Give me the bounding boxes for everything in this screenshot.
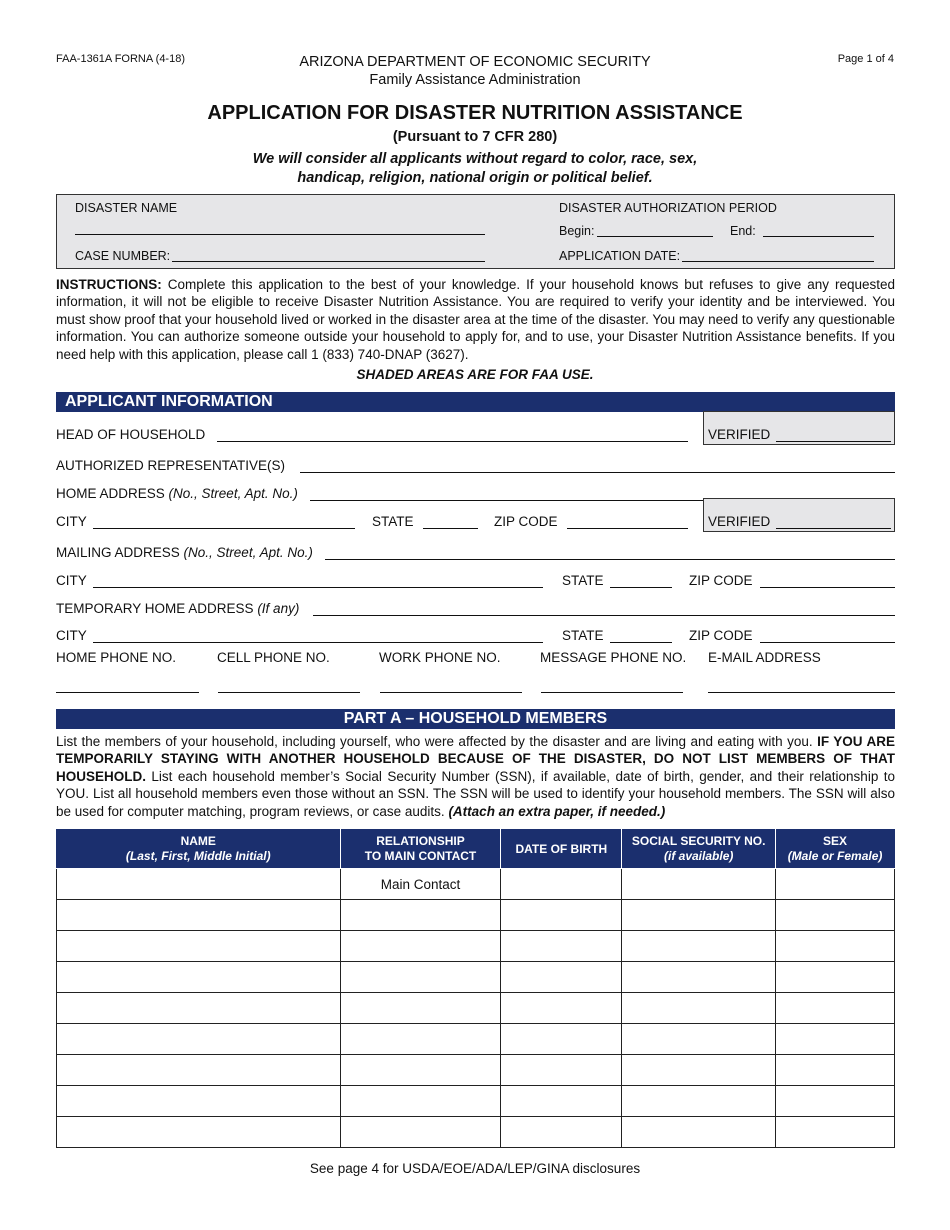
col-sex: SEX (Male or Female) <box>776 830 895 869</box>
nondiscrimination-line-2: handicap, religion, national origin or political belief. <box>297 170 653 186</box>
end-label: End: <box>730 224 756 238</box>
email-field[interactable] <box>708 692 895 693</box>
mailing-address-field[interactable] <box>325 559 895 560</box>
home-state-field[interactable] <box>423 528 478 529</box>
ssn-cell[interactable] <box>622 900 776 931</box>
household-members-table <box>56 829 895 1148</box>
table-row <box>57 962 895 993</box>
application-date-field[interactable] <box>682 261 874 262</box>
home-state-label: STATE <box>372 514 414 529</box>
division-name: Family Assistance Administration <box>369 72 581 88</box>
name-cell[interactable] <box>57 962 341 993</box>
table-row <box>57 1024 895 1055</box>
relationship-cell[interactable] <box>340 1024 501 1055</box>
name-cell[interactable] <box>57 900 341 931</box>
verified-field-2[interactable] <box>776 528 891 529</box>
work-phone-label: WORK PHONE NO. <box>379 650 501 665</box>
temp-state-label: STATE <box>562 628 604 643</box>
temp-state-field[interactable] <box>610 642 672 643</box>
name-cell[interactable] <box>57 993 341 1024</box>
home-zip-label: ZIP CODE <box>494 514 558 529</box>
form-code: FAA-1361A FORNA (4-18) <box>56 53 185 65</box>
mailing-zip-label: ZIP CODE <box>689 573 753 588</box>
table-row <box>57 931 895 962</box>
agency-name: ARIZONA DEPARTMENT OF ECONOMIC SECURITY <box>299 54 651 70</box>
work-phone-field[interactable] <box>380 692 522 693</box>
begin-date-field[interactable] <box>597 236 713 237</box>
message-phone-label: MESSAGE PHONE NO. <box>540 650 687 665</box>
sex-cell[interactable] <box>776 931 895 962</box>
cell-phone-field[interactable] <box>218 692 360 693</box>
sex-cell[interactable] <box>776 1086 895 1117</box>
home-phone-field[interactable] <box>56 692 199 693</box>
mailing-state-field[interactable] <box>610 587 672 588</box>
verified-field-1[interactable] <box>776 441 891 442</box>
table-row <box>57 1117 895 1148</box>
dob-cell[interactable] <box>501 993 622 1024</box>
head-of-household-field[interactable] <box>217 441 688 442</box>
relationship-cell[interactable] <box>340 900 501 931</box>
ssn-cell[interactable] <box>622 1024 776 1055</box>
dob-cell[interactable] <box>501 1055 622 1086</box>
verified-label-2: VERIFIED <box>708 514 771 529</box>
case-number-label: CASE NUMBER: <box>75 249 171 263</box>
name-cell[interactable] <box>57 869 341 900</box>
temp-address-field[interactable] <box>313 615 895 616</box>
sex-cell[interactable] <box>776 993 895 1024</box>
relationship-cell[interactable] <box>340 1055 501 1086</box>
pursuant-line: (Pursuant to 7 CFR 280) <box>392 129 558 145</box>
relationship-cell: Main Contact <box>340 869 501 900</box>
application-date-label: APPLICATION DATE: <box>559 249 681 263</box>
authorized-rep-field[interactable] <box>300 472 895 473</box>
home-phone-label: HOME PHONE NO. <box>56 650 177 665</box>
case-number-field[interactable] <box>172 261 485 262</box>
part-a-header: PART A – HOUSEHOLD MEMBERS <box>56 709 895 729</box>
table-row <box>57 869 895 900</box>
part-a-instructions: List the members of your household, including yourself, who were affected by the disaster and are living and eating with you. IF YOU ARE TEMPORARILY STAYING WITH ANOTHER HOUSEHOLD BECAUSE OF THE DISASTER, DO NOT LIST MEMBERS OF THAT HOUSEHOLD. List each household member’s Social Security Number (SSN), if available, date of birth, gender, and their relationship to YOU. List all household members even those without an SSN. The SSN will be used to identify your household members. The SSN will also be used for computer matching, program reviews, or case audits. (Attach an extra paper, if needed.) <box>56 734 896 819</box>
footer-disclosure: See page 4 for USDA/EOE/ADA/LEP/GINA disclosures <box>309 1161 641 1176</box>
sex-cell[interactable] <box>776 869 895 900</box>
dob-cell[interactable] <box>501 900 622 931</box>
relationship-cell[interactable] <box>340 1086 501 1117</box>
col-name: NAME (Last, First, Middle Initial) <box>57 830 341 869</box>
dob-cell[interactable] <box>501 962 622 993</box>
authorization-period-label: DISASTER AUTHORIZATION PERIOD <box>559 201 777 215</box>
instructions-text: Complete this application to the best of your knowledge. If your household knows but refuses to give any requested information, it will not be eligible to receive Disaster Nutrition Assistance. You are required to verify your identity and be interviewed. You must show proof that your household lived or worked in the disaster area at the time of the disaster. You may need to verify any questionable information. You can authorize someone outside your household to apply for, and to use, your Disaster Nutrition Assistance benefits. If you need help with this application, please call 1 (833) 740-DNAP (3627). <box>56 277 895 362</box>
verified-label-1: VERIFIED <box>708 427 771 442</box>
ssn-cell[interactable] <box>622 1117 776 1148</box>
table-header-row <box>57 830 895 869</box>
name-cell[interactable] <box>57 1055 341 1086</box>
col-ssn: SOCIAL SECURITY NO. (if available) <box>622 830 776 869</box>
ssn-cell[interactable] <box>622 869 776 900</box>
cell-phone-label: CELL PHONE NO. <box>217 650 330 665</box>
temp-zip-label: ZIP CODE <box>689 628 753 643</box>
ssn-cell[interactable] <box>622 962 776 993</box>
sex-cell[interactable] <box>776 1024 895 1055</box>
mailing-city-label: CITY <box>56 573 87 588</box>
authorized-rep-label: AUTHORIZED REPRESENTATIVE(S) <box>56 458 286 473</box>
name-cell[interactable] <box>57 1024 341 1055</box>
head-of-household-label: HEAD OF HOUSEHOLD <box>56 427 206 442</box>
relationship-cell[interactable] <box>340 962 501 993</box>
sex-cell[interactable] <box>776 1055 895 1086</box>
sex-cell[interactable] <box>776 900 895 931</box>
end-date-field[interactable] <box>763 236 874 237</box>
home-city-label: CITY <box>56 514 87 529</box>
temp-city-field[interactable] <box>93 642 543 643</box>
message-phone-field[interactable] <box>541 692 683 693</box>
table-row <box>57 1086 895 1117</box>
col-relationship: RELATIONSHIP TO MAIN CONTACT <box>340 830 501 869</box>
shaded-areas-note: SHADED AREAS ARE FOR FAA USE. <box>356 367 594 382</box>
relationship-cell[interactable] <box>340 1117 501 1148</box>
mailing-state-label: STATE <box>562 573 604 588</box>
ssn-cell[interactable] <box>622 1055 776 1086</box>
disaster-name-label: DISASTER NAME <box>75 201 178 215</box>
mailing-city-field[interactable] <box>93 587 543 588</box>
ssn-cell[interactable] <box>622 993 776 1024</box>
begin-label: Begin: <box>559 224 595 238</box>
dob-cell[interactable] <box>501 869 622 900</box>
instructions-paragraph <box>56 276 895 363</box>
nondiscrimination-line-1: We will consider all applicants without regard to color, race, sex, <box>252 151 698 167</box>
disaster-name-field[interactable] <box>75 234 485 235</box>
mailing-address-label: MAILING ADDRESS (No., Street, Apt. No.) <box>56 545 313 560</box>
instructions-label: INSTRUCTIONS: <box>56 277 162 292</box>
dob-cell[interactable] <box>501 931 622 962</box>
page-title: APPLICATION FOR DISASTER NUTRITION ASSISTANCE <box>207 102 743 124</box>
page-number: Page 1 of 4 <box>837 53 894 65</box>
table-row <box>57 900 895 931</box>
home-city-field[interactable] <box>93 528 355 529</box>
ssn-cell[interactable] <box>622 931 776 962</box>
relationship-cell[interactable] <box>340 993 501 1024</box>
ssn-cell[interactable] <box>622 1086 776 1117</box>
col-date-of-birth: DATE OF BIRTH <box>501 830 622 869</box>
mailing-zip-field[interactable] <box>760 587 895 588</box>
sex-cell[interactable] <box>776 962 895 993</box>
name-cell[interactable] <box>57 1086 341 1117</box>
dob-cell[interactable] <box>501 1024 622 1055</box>
home-zip-field[interactable] <box>567 528 688 529</box>
relationship-cell[interactable] <box>340 931 501 962</box>
email-label: E-MAIL ADDRESS <box>708 650 821 665</box>
temp-address-label: TEMPORARY HOME ADDRESS (If any) <box>56 601 300 616</box>
table-row <box>57 1055 895 1086</box>
name-cell[interactable] <box>57 1117 341 1148</box>
dob-cell[interactable] <box>501 1117 622 1148</box>
applicant-info-header: APPLICANT INFORMATION <box>56 392 895 412</box>
temp-zip-field[interactable] <box>760 642 895 643</box>
sex-cell[interactable] <box>776 1117 895 1148</box>
table-row <box>57 993 895 1024</box>
dob-cell[interactable] <box>501 1086 622 1117</box>
temp-city-label: CITY <box>56 628 87 643</box>
name-cell[interactable] <box>57 931 341 962</box>
home-address-label: HOME ADDRESS (No., Street, Apt. No.) <box>56 486 298 501</box>
